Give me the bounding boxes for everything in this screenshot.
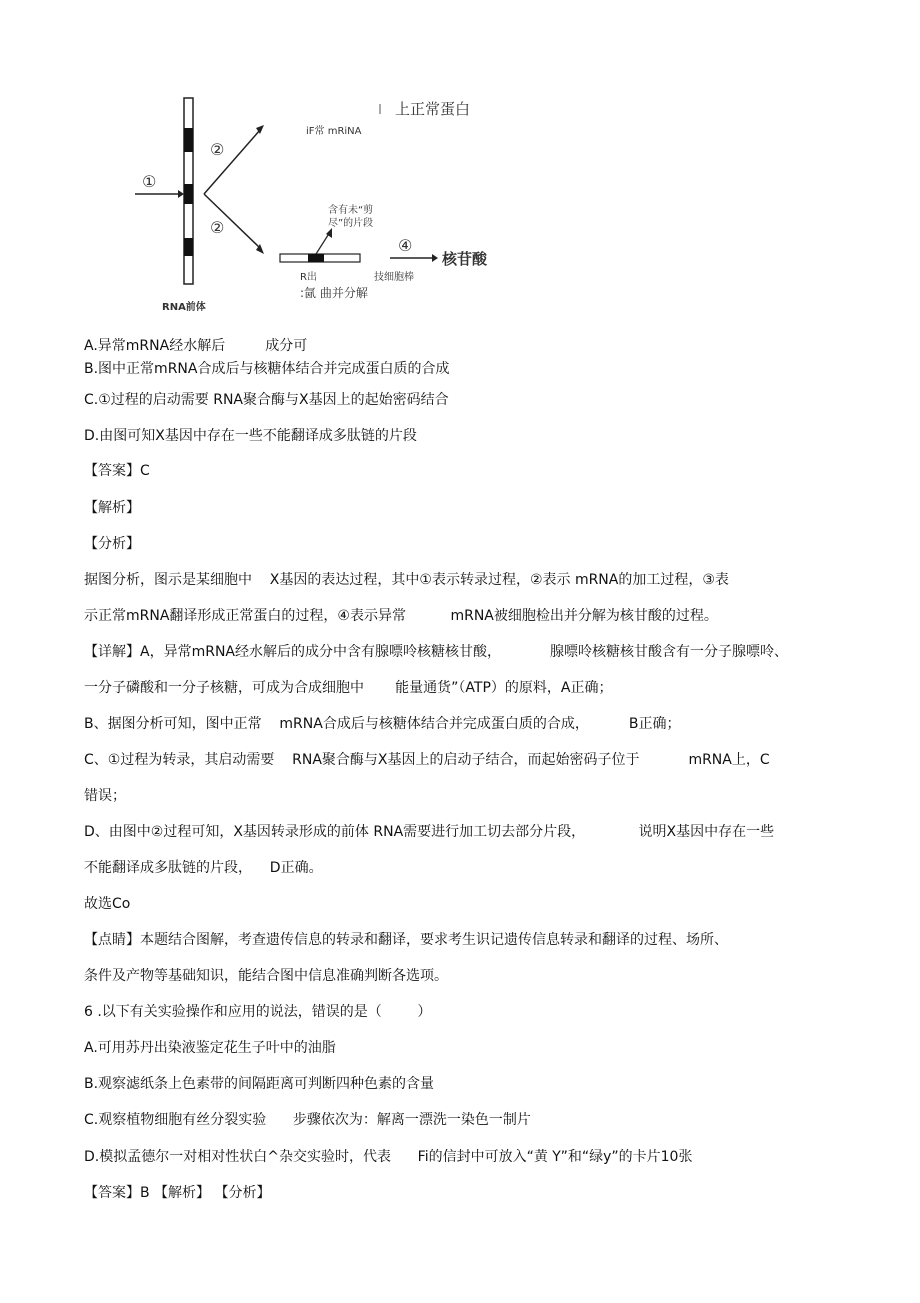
segment-2: [184, 184, 193, 204]
analysis-line-1: 据图分析，图示是某细胞中 X基因的表达过程，其中①表示转录过程，②表示 mRNA的加工过程，③表: [84, 572, 729, 588]
uncut-segment: [308, 254, 324, 262]
dianjing-line-1: 【点睛】本题结合图解，考查遗传信息的转录和翻译，要求考生识记遗传信息转录和翻译的过程、场所、: [84, 932, 728, 948]
abnormal-left-label: R出: [300, 272, 317, 283]
detail-line-7: 不能翻译成多肽链的片段， D正确。: [84, 860, 323, 876]
q6-option-d: D.模拟孟德尔一对相对性状白^杂交实验时，代表 Fi的信封中可放入“黄 Y”和“绿y”的卡片10张: [84, 1149, 693, 1165]
abnormal-right-label: 技细胞棒: [374, 272, 414, 283]
option-d: D.由图可知X基因中存在一些不能翻译成多肽链的片段: [84, 428, 417, 444]
conclusion-line: 故选Co: [84, 896, 131, 912]
option-a: A.异常mRNA经水解后 成分可: [84, 338, 308, 354]
step-4-label: ④: [398, 236, 413, 255]
q6-stem: 6 .以下有关实验操作和应用的说法，错误的是（ ）: [84, 1004, 432, 1020]
detail-line-6: D、由图中②过程可知，X基因转录形成的前体 RNA需要进行加工切去部分片段， 说明X基因中存在一些: [84, 824, 775, 840]
dianjing-line-2: 条件及产物等基础知识，能结合图中信息准确判断各选项。: [84, 968, 448, 984]
q6-answer-line: 【答案】B 【解析】 【分析】: [84, 1185, 271, 1201]
decompose-label: :氤 曲并分解: [300, 286, 368, 300]
gene-expression-diagram: [120, 88, 520, 318]
detail-line-1: 【详解】A，异常mRNA经水解后的成分中含有腺嘌呤核糖核甘酸， 腺嘌呤核糖核甘酸含有一分子腺嘌呤、: [84, 644, 788, 660]
detail-line-3: B、据图分析可知，图中正常 mRNA合成后与核糖体结合并完成蛋白质的合成， B正确；: [84, 716, 681, 732]
q6-option-b: B.观察滤纸条上色素带的间隔距离可判断四种色素的含量: [84, 1076, 435, 1092]
q6-option-c: C.观察植物细胞有丝分裂实验 步骤依次为：解离一漂洗一染色一制片: [84, 1112, 531, 1128]
analysis-line-2: 示正常mRNA翻译形成正常蛋白的过程，④表示异常 mRNA被细胞检出并分解为核甘酸的过程。: [84, 608, 718, 624]
detail-line-5: 错误；: [84, 788, 126, 804]
option-b: B.图中正常mRNA合成后与核糖体结合并完成蛋白质的合成: [84, 361, 450, 377]
note-label: 含有未“剪 尽”的片段: [328, 205, 374, 229]
detail-line-2: 一分子磷酸和一分子核糖，可成为合成细胞中 能量通货”（ATP）的原料，A正确；: [84, 680, 613, 696]
jiexi-heading: 【解析】: [84, 500, 140, 516]
step-1-label: ①: [142, 172, 157, 191]
answer-line: 【答案】C: [84, 463, 150, 479]
nucleotide-label: 核苷酸: [442, 250, 488, 268]
option-c: C.①过程的启动需要 RNA聚合酶与X基因上的起始密码结合: [84, 392, 449, 408]
fenxi-heading: 【分析】: [84, 536, 140, 552]
step-2b-label: ②: [210, 218, 225, 237]
segment-3: [184, 238, 193, 256]
q6-option-a: A.可用苏丹出染液鉴定花生子叶中的油脂: [84, 1040, 336, 1056]
detail-line-4: C、①过程为转录，其启动需要 RNA聚合酶与X基因上的启动子结合，而起始密码子位于 mRNA上，C: [84, 752, 770, 768]
top-label: 上正常蛋白: [395, 100, 471, 118]
note-arrow: [316, 232, 330, 254]
step-2a-label: ②: [210, 140, 225, 159]
normal-mrna-label: iF常 mRiNA: [306, 126, 362, 137]
precursor-label: RNA前体: [162, 302, 206, 313]
segment-1: [184, 128, 193, 152]
